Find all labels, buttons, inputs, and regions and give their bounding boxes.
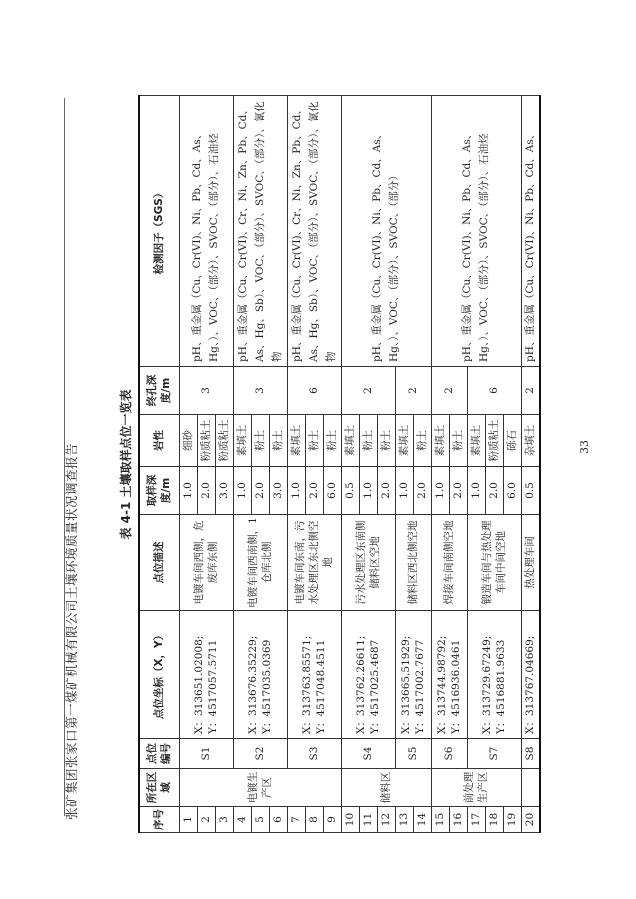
cell-depth: 3.0 [269,467,287,515]
cell-point-id: S2 [233,739,287,769]
header-rule [64,98,65,816]
col-header-point-id: 点位编号 [139,739,179,769]
col-header-sample-depth: 取样深度/m [139,467,179,515]
cell-description: 电镀车间西南侧，1 仓库北侧 [233,515,287,611]
cell-point-id: S4 [341,739,395,769]
cell-depth: 1.0 [287,467,305,515]
cell-depth: 2.0 [485,467,503,515]
cell-no: 6 [269,807,287,833]
cell-no: 13 [395,807,413,833]
coord-y: Y：4517048.4511 [315,639,327,734]
coord-x: X：313763.85571; [301,635,313,734]
coord-y: Y：4517002.7677 [414,639,426,734]
col-header-final-depth: 终孔深度/m [139,367,179,415]
sampling-points-table [138,95,541,833]
cell-no: 16 [449,807,467,833]
col-header-lithology: 岩性 [139,415,179,467]
cell-depth: 1.0 [467,467,485,515]
col-header-description: 点位描述 [139,515,179,611]
cell-depth: 2.0 [377,467,395,515]
cell-coordinates [233,611,287,739]
cell-lithology: 粉土 [449,415,467,467]
cell-no: 7 [287,807,305,833]
cell-no: 5 [251,807,269,833]
cell-no: 9 [323,807,341,833]
cell-lithology: 细砂 [179,415,197,467]
cell-final-depth: 3 [233,367,287,415]
cell-depth: 1.0 [233,467,251,515]
page-header: 张矿集团张家口第一煤矿机械有限公司土壤环境质量状况调查报告 [64,442,79,820]
cell-final-depth: 2 [521,367,540,415]
cell-lithology: 粉土 [269,415,287,467]
cell-lithology: 杂填土 [521,415,540,467]
cell-point-id: S7 [467,739,521,769]
cell-coordinates [287,611,341,739]
cell-factors: pH、重金属（Cu、Cr(VI)、Ni、Pb、Cd、As、 [521,96,540,367]
cell-depth: 2.0 [413,467,431,515]
cell-description: 热处理车间 [521,515,540,611]
cell-lithology: 粉质粘土 [215,415,233,467]
cell-lithology: 粉质粘土 [485,415,503,467]
table-row [179,96,197,833]
cell-no: 20 [521,807,540,833]
cell-lithology: 砾石 [503,415,521,467]
rotated-table-area [116,96,536,833]
cell-lithology: 粉土 [377,415,395,467]
coord-x: X：313744.98792; [436,635,448,734]
cell-lithology: 粉土 [323,415,341,467]
cell-factors: pH、重金属（Cu、Cr(VI)、Ni、Pb、Cd、As、Hg、）、VOC、（部分）、SVOC、（部分）、石油烃 [431,96,521,367]
cell-depth: 1.0 [359,467,377,515]
cell-depth: 0.5 [521,467,540,515]
coord-y: Y：4517057.5711 [207,639,219,734]
coord-x: X：313767.04669; [524,635,536,734]
cell-no: 14 [413,807,431,833]
cell-no: 18 [485,807,503,833]
cell-lithology: 粉土 [359,415,377,467]
cell-lithology: 粉土 [413,415,431,467]
cell-description: 污水处理区东南侧储料区空地 [341,515,395,611]
cell-no: 17 [467,807,485,833]
col-header-area: 所在区域 [139,769,179,807]
cell-no: 2 [197,807,215,833]
cell-lithology: 素填土 [395,415,413,467]
coord-y: Y：4516881.9633 [495,639,507,734]
coord-y: Y：4517035.0369 [261,639,273,734]
cell-depth: 1.0 [179,467,197,515]
cell-description: 电镀车间西侧，危废库东侧 [179,515,233,611]
cell-depth: 6.0 [503,467,521,515]
cell-no: 10 [341,807,359,833]
coord-x: X：313651.02008; [193,635,205,734]
cell-description: 锻造车间与热处理车间中间空地 [467,515,521,611]
col-header-no: 序号 [139,807,179,833]
col-header-coordinates: 点位坐标（X，Y） [139,611,179,739]
cell-factors: pH、重金属（Cu、Cr(VI)、Ni、Pb、Cd、As、Hg、）、VOC、（部分）、SVOC、（部分） [341,96,431,367]
cell-depth: 2.0 [251,467,269,515]
cell-final-depth: 6 [467,367,521,415]
cell-coordinates [179,611,233,739]
cell-depth: 1.0 [395,467,413,515]
cell-lithology: 素填土 [467,415,485,467]
page-number: 33 [578,440,591,454]
coord-x: X：313676.35229; [247,635,259,734]
cell-depth: 3.0 [215,467,233,515]
coord-y: Y：4516936.0461 [450,639,462,734]
cell-point-id: S8 [521,739,540,769]
cell-final-depth: 2 [431,367,467,415]
cell-no: 12 [377,807,395,833]
cell-final-depth: 2 [395,367,431,415]
table-header-row [139,96,179,833]
cell-coordinates [521,611,540,739]
cell-area: 前处理生产区 [431,769,521,807]
cell-no: 19 [503,807,521,833]
coord-x: X：313762.26611; [355,635,367,734]
cell-no: 3 [215,807,233,833]
cell-area [521,769,540,807]
cell-depth: 2.0 [197,467,215,515]
col-header-factors: 检测因子（SGS） [139,96,179,367]
cell-depth: 1.0 [431,467,449,515]
table-row [287,96,305,833]
cell-description: 储料区西北侧空地 [395,515,431,611]
cell-final-depth: 6 [287,367,341,415]
cell-depth: 2.0 [449,467,467,515]
cell-lithology: 素填土 [287,415,305,467]
cell-point-id: S3 [287,739,341,769]
cell-no: 11 [359,807,377,833]
cell-area: 储料区 [341,769,431,807]
cell-factors: pH、重金属（Cu、Cr(VI)、Cr、Ni、Zn、Pb、Cd、As、Hg、Sb）、VOC、（部分）、SVOC、（部分）、氰化物 [233,96,287,367]
cell-lithology: 粉土 [305,415,323,467]
cell-lithology: 粉质粘土 [197,415,215,467]
cell-lithology: 素填土 [233,415,251,467]
coord-y: Y：4517025.4687 [369,639,381,734]
table-title: 表 4-1 土壤取样点位一览表 [119,389,133,540]
cell-no: 1 [179,807,197,833]
table-row [341,96,359,833]
cell-lithology: 素填土 [341,415,359,467]
cell-depth: 0.5 [341,467,359,515]
cell-description: 焊接车间南侧空地 [431,515,467,611]
table-row [233,96,251,833]
cell-coordinates [395,611,431,739]
cell-description: 电镀车间东南，污水处理区东北侧空地 [287,515,341,611]
coord-x: X：313729.67249; [481,635,493,734]
coord-x: X：313665.51929; [400,635,412,734]
cell-coordinates [467,611,521,739]
cell-point-id: S5 [395,739,431,769]
cell-no: 15 [431,807,449,833]
cell-depth: 6.0 [323,467,341,515]
cell-area: 电镀生产区 [179,769,341,807]
cell-lithology: 粉土 [251,415,269,467]
cell-coordinates [431,611,467,739]
cell-factors: pH、重金属（Cu、Cr(VI)、Ni、Pb、Cd、As、Hg、）、VOC、（部分）、SVOC、（部分）、石油烃 [179,96,233,367]
cell-coordinates [341,611,395,739]
cell-point-id: S6 [431,739,467,769]
table-row [521,96,540,833]
table-row [431,96,449,833]
cell-no: 8 [305,807,323,833]
cell-final-depth: 2 [341,367,395,415]
cell-final-depth: 3 [179,367,233,415]
cell-factors: pH、重金属（Cu、Cr(VI)、Cr、Ni、Zn、Pb、Cd、As、Hg、Sb）、VOC、（部分）、SVOC、（部分）、氰化物 [287,96,341,367]
cell-point-id: S1 [179,739,233,769]
cell-depth: 2.0 [305,467,323,515]
cell-lithology: 素填土 [431,415,449,467]
cell-no: 4 [233,807,251,833]
